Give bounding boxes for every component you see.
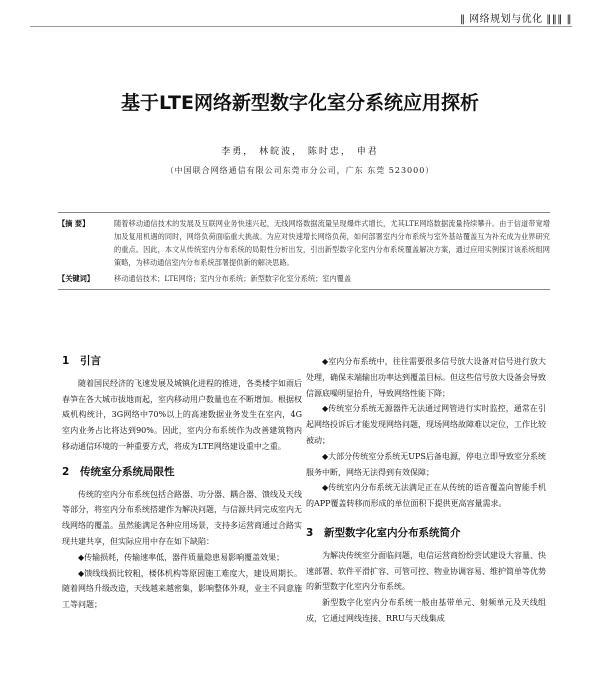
bullet-paragraph: ◆传统室分系统无源器件无法通过网管进行实时监控，通常在引起网络投诉后才能发现网络问题，现场网络故障难以定位，工作比较被动； (306, 404, 546, 445)
paragraph: 随着国民经济的飞速发展及城镇化进程的推进，各类楼宇如雨后春笋在各大城市拔地而起，室内移动用户数量也在不断增加。根据权威机构统计，3G网络中70%以上的高速数据业务发生在室内，4G室内业务占比将达到90%。因此，室内分布系统作为改善建筑物内移动通信环境的一种重要方式，将成为LTE网络建设重中之重。 (62, 378, 302, 451)
abstract-box (58, 212, 550, 290)
paragraph: 为解决传统室分面临问题，电信运营商纷纷尝试建设大容量、快速部署、软件平滑扩容、可管可控、物业协调容易、维护简单等优势的新型数字化室内分布系统。 (306, 550, 546, 592)
bullet-paragraph: ◆馈线线损比较粗，楼体机构等原因施工难度大，建设周期长。随着网络升级改造，天线越来越密集，影响整体外观，业主不同意施工等问题； (62, 568, 302, 610)
keywords-label: 【关键词】 (58, 274, 94, 283)
section-title: 传统室分系统局限性 (80, 465, 175, 478)
journal-section-tag: ‖ 网络规划与优化 ‖‖‖ ‖ (459, 14, 572, 25)
keywords-row (58, 272, 550, 285)
abstract-text: 随着移动通信技术的发展及互联网业务快速兴起，无线网络数据流量呈现爆炸式增长，尤其LTE网络数据流量持续攀升。由于信道带宽增加及复用机遇的同时，网络负荷面临重大挑战。为应对快速增长网络负荷，如何部署室内分布系统与室外基站覆盖互为补充成为业界研究的重点。因此，本文从传统室内分布系统的局限性分析出发，引出新型数字化室内分布系统覆盖解决方案，通过应用实例探讨该系统组网策略，为移动通信室内分布系统部署提供新的解决思路。 (114, 219, 550, 267)
section-heading (62, 354, 302, 370)
header-rule (30, 26, 572, 27)
bullet-paragraph: ◆室内分布系统中，往往需要很多信号放大设备对信号进行放大处理，确保末端输出功率达到覆盖目标。但这些信号放大设备会导致信源底噪明显抬升，导致网络性能下降； (306, 357, 546, 398)
section-heading (62, 465, 302, 481)
keywords-text: 移动通信技术；LTE网络；室内分布系统；新型数字化室分系统；室内覆盖 (114, 274, 352, 283)
paper-title: 基于LTE网络新型数字化室分系统应用探析 (121, 92, 479, 114)
paragraph: 传统的室内分布系统包括合路器、功分器、耦合器、馈线及天线等部分，将室内分布系统搭建作为解决问题，与信源共同完成室内无线网络的覆盖。虽然能满足各种应用场景，支持多运营商通过合路实现共建共享，但实际应用中存在如下缺陷： (62, 489, 302, 546)
affiliation: （中国联合网络通信有限公司东莞市分公司，广东 东莞 523000） (165, 166, 435, 175)
section-number: 3 (306, 526, 314, 539)
bullet-paragraph: ◆传统室内分布系统无法满足正在从传统的语音覆盖向智能手机的APP覆盖转移而形成的单位面积下提供更高容量需求。 (306, 483, 546, 509)
bullet-paragraph: ◆传输损耗，传输速率低，器件质量隐患易影响覆盖效果； (78, 552, 285, 562)
authors: 李勇， 林皖波， 陈时忠， 申君 (221, 147, 379, 157)
section-title: 引言 (80, 355, 101, 367)
paragraph: 新型数字化室内分布系统一般由基带单元、射频单元及天线组成，它通过网线连接、RRU与天线集成 (306, 598, 546, 623)
section-number: 1 (62, 355, 70, 367)
section-number: 2 (62, 465, 70, 478)
section-heading (306, 526, 546, 542)
bullet-paragraph: ◆大部分传统室分系统无UPS后备电源，停电立即导致室分系统服务中断，网络无法得到有效保障； (306, 451, 546, 477)
abstract-row (58, 217, 550, 269)
section-title: 新型数字化室内分布系统简介 (324, 526, 461, 539)
left-column (62, 354, 302, 613)
right-column (306, 354, 546, 627)
abstract-label: 【摘 要】 (58, 219, 90, 228)
